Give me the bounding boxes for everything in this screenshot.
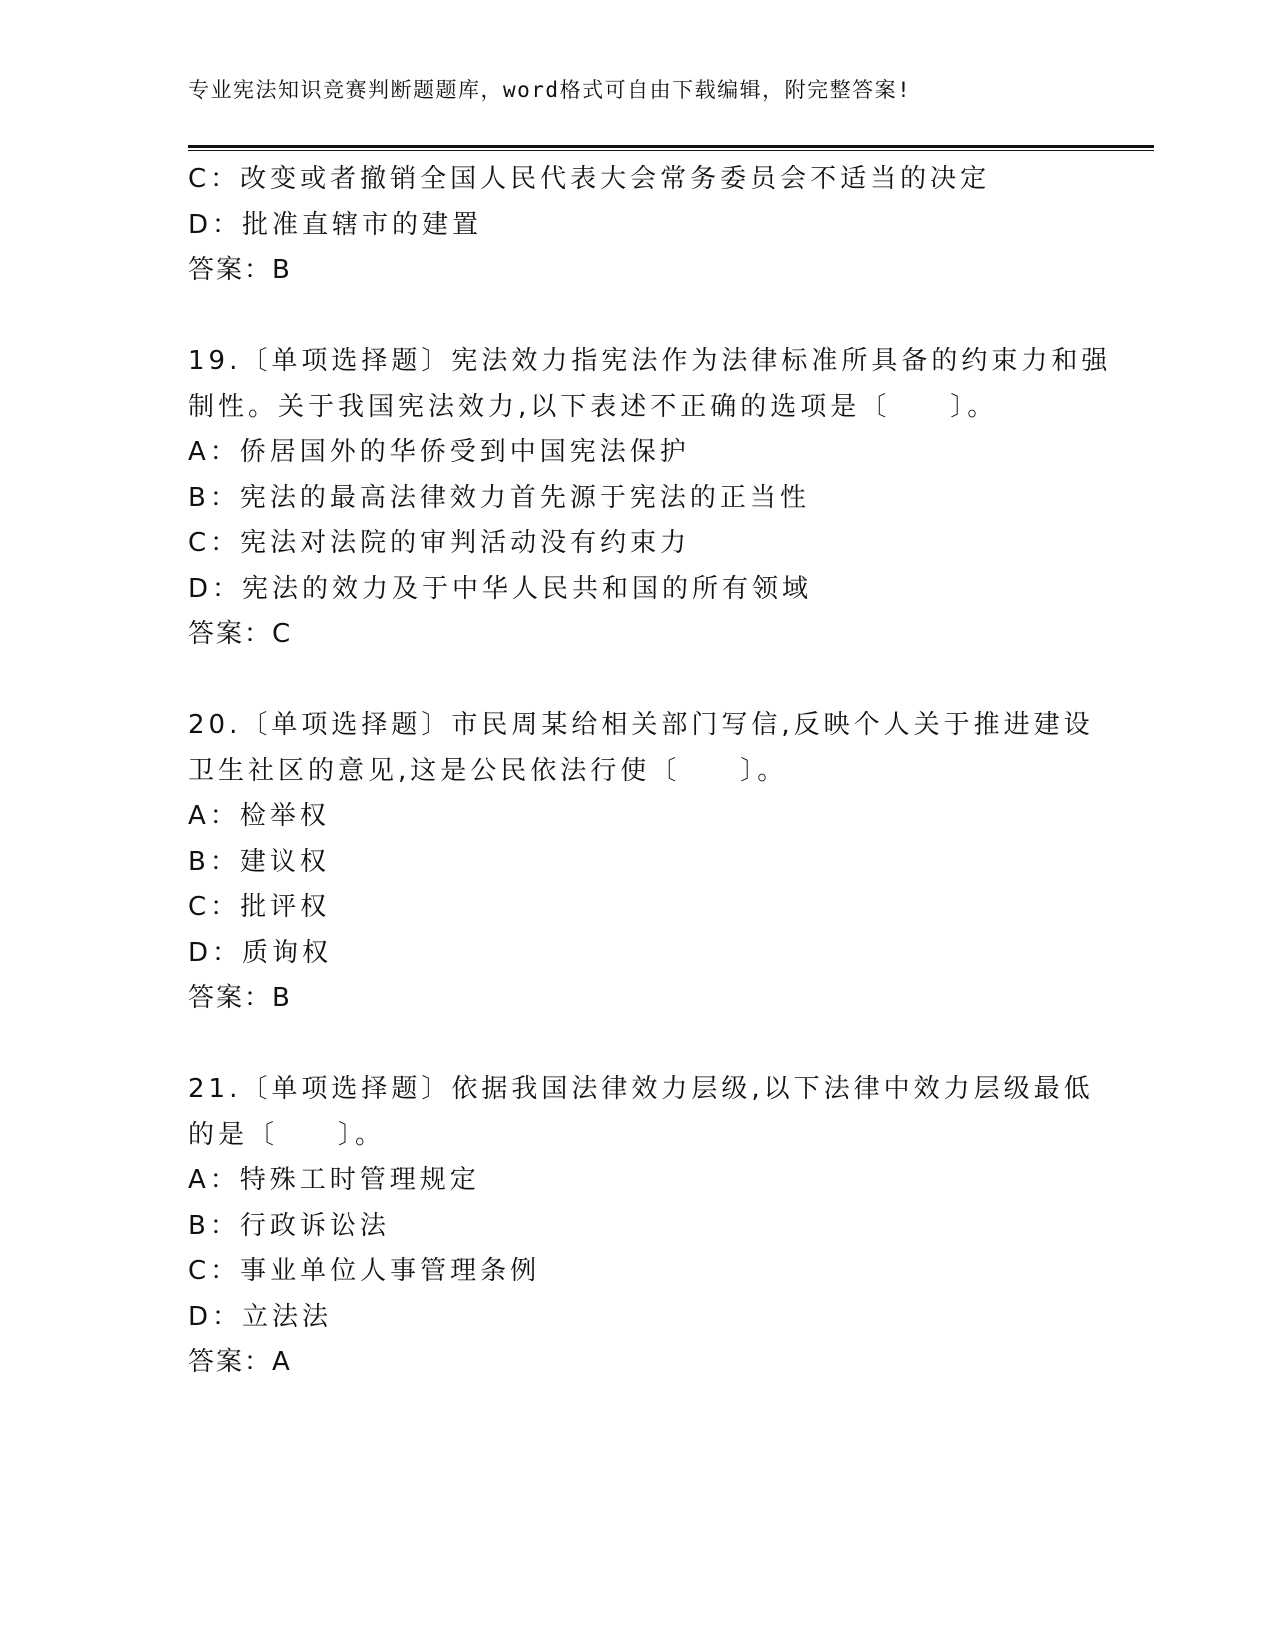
question-20 [188, 703, 1094, 1022]
spacer [188, 294, 1088, 340]
option-c: C：宪法对法院的审判活动没有约束力 [188, 528, 691, 558]
option-a: A：检举权 [188, 801, 330, 831]
page-header: 专业宪法知识竞赛判断题题库，word格式可自由下载编辑，附完整答案! [188, 78, 912, 102]
question-19 [188, 339, 1112, 658]
document-body [188, 157, 1112, 1386]
option-d: D：批准直辖市的建置 [188, 209, 483, 240]
option-a: A：特殊工时管理规定 [188, 1165, 480, 1195]
question-stem-line: 的是〔 〕。 [188, 1119, 386, 1150]
question-stem-line: 19.〔单项选择题〕宪法效力指宪法作为法律标准所具备的约束力和强 [188, 346, 1112, 376]
option-d: D：宪法的效力及于中华人民共和国的所有领域 [188, 573, 813, 604]
answer-line: 答案：B [188, 983, 292, 1013]
answer-line: 答案：A [188, 1347, 292, 1377]
option-b: B：建议权 [188, 846, 330, 877]
option-c: C：事业单位人事管理条例 [188, 1256, 541, 1286]
question-21 [188, 1067, 1094, 1386]
option-d: D：立法法 [188, 1301, 333, 1332]
header-divider [188, 145, 1154, 151]
question-stem-line: 20.〔单项选择题〕市民周某给相关部门写信,反映个人关于推进建设 [188, 710, 1094, 740]
answer-line: 答案：C [188, 619, 293, 649]
option-b: B：行政诉讼法 [188, 1210, 390, 1241]
question-stem-line: 制性。关于我国宪法效力,以下表述不正确的选项是〔 〕。 [188, 391, 998, 422]
question-stem-line: 21.〔单项选择题〕依据我国法律效力层级,以下法律中效力层级最低 [188, 1074, 1094, 1104]
option-b: B：宪法的最高法律效力首先源于宪法的正当性 [188, 482, 810, 513]
option-d: D：质询权 [188, 937, 333, 968]
spacer [188, 658, 1088, 704]
spacer [188, 1022, 1088, 1068]
option-c: C：改变或者撤销全国人民代表大会常务委员会不适当的决定 [188, 164, 991, 194]
question-stem-line: 卫生社区的意见,这是公民依法行使〔 〕。 [188, 755, 788, 786]
option-a: A：侨居国外的华侨受到中国宪法保护 [188, 437, 690, 467]
option-c: C：批评权 [188, 892, 331, 922]
question-18-continuation [188, 157, 1088, 294]
answer-line: 答案：B [188, 255, 292, 285]
